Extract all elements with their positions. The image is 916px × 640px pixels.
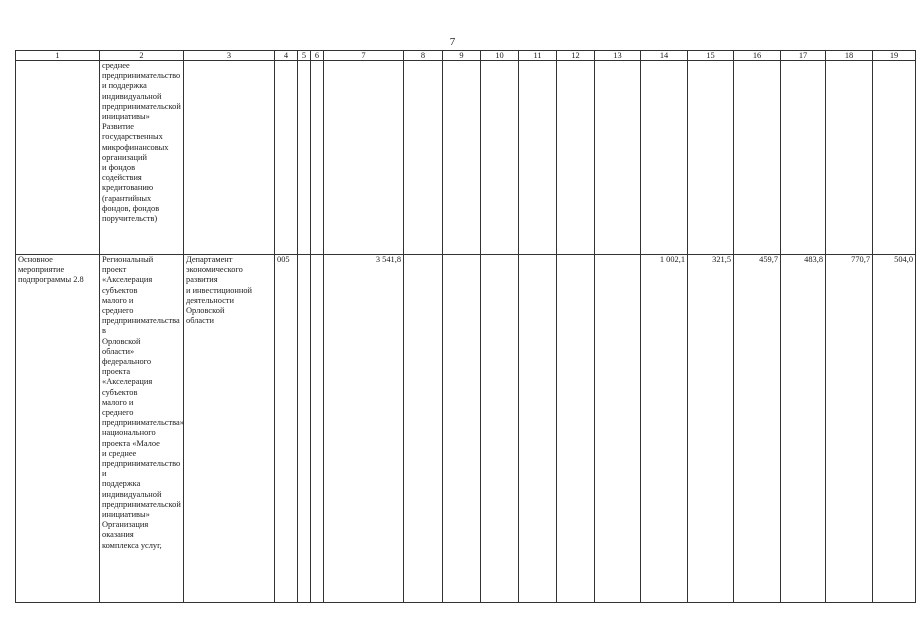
cell-description: Региональный проект «Акселерация субъектов малого и среднего предпринимательства в Орловской области» федерального проекта «Акселерация субъектов малого и среднего предпринимательства» национального проекта «Малое и среднее предпринимательство и поддержка индивидуальной предпринимательской инициативы» Организация оказания комплекса услуг, — [100, 255, 184, 603]
col-header: 12 — [557, 51, 595, 61]
cell — [873, 61, 916, 255]
cell — [443, 255, 481, 603]
col-header: 9 — [443, 51, 481, 61]
cell — [519, 61, 557, 255]
cell: 321,5 — [688, 255, 734, 603]
cell — [641, 61, 688, 255]
cell-total — [324, 61, 404, 255]
cell — [595, 61, 641, 255]
cell-activity — [16, 61, 100, 255]
col-header: 11 — [519, 51, 557, 61]
cell — [781, 61, 826, 255]
col-header: 16 — [734, 51, 781, 61]
cell — [311, 61, 324, 255]
cell — [311, 255, 324, 603]
cell — [298, 61, 311, 255]
page-number: 7 — [449, 36, 456, 48]
cell — [688, 61, 734, 255]
cell — [595, 255, 641, 603]
col-header: 13 — [595, 51, 641, 61]
cell — [519, 255, 557, 603]
col-header: 7 — [324, 51, 404, 61]
column-number-row — [16, 51, 916, 61]
table-row — [16, 255, 916, 603]
col-header: 3 — [184, 51, 275, 61]
cell — [557, 255, 595, 603]
cell: 770,7 — [826, 255, 873, 603]
cell — [557, 61, 595, 255]
col-header: 19 — [873, 51, 916, 61]
col-header: 2 — [100, 51, 184, 61]
col-header: 8 — [404, 51, 443, 61]
col-header: 15 — [688, 51, 734, 61]
cell: 504,0 — [873, 255, 916, 603]
budget-table — [15, 50, 916, 603]
col-header: 17 — [781, 51, 826, 61]
col-header: 14 — [641, 51, 688, 61]
cell — [404, 255, 443, 603]
col-header: 18 — [826, 51, 873, 61]
cell-activity: Основное мероприятие подпрограммы 2.8 — [16, 255, 100, 603]
cell: 459,7 — [734, 255, 781, 603]
cell — [826, 61, 873, 255]
cell — [443, 61, 481, 255]
col-header: 6 — [311, 51, 324, 61]
cell-code — [275, 61, 298, 255]
cell-total: 3 541,8 — [324, 255, 404, 603]
col-header: 5 — [298, 51, 311, 61]
col-header: 4 — [275, 51, 298, 61]
cell: 483,8 — [781, 255, 826, 603]
cell — [481, 61, 519, 255]
cell-code: 005 — [275, 255, 298, 603]
cell: 1 002,1 — [641, 255, 688, 603]
col-header: 10 — [481, 51, 519, 61]
table-row — [16, 61, 916, 255]
cell — [298, 255, 311, 603]
cell — [481, 255, 519, 603]
cell-executor — [184, 61, 275, 255]
col-header: 1 — [16, 51, 100, 61]
cell-executor: Департамент экономического развития и инвестиционной деятельности Орловской области — [184, 255, 275, 603]
cell-description: среднее предпринимательство и поддержка индивидуальной предпринимательской инициативы» Развитие государственных микрофинансовых организаций и фондов содействия кредитованию (гарантийных фондов, фондов поручительств) — [100, 61, 184, 255]
cell — [404, 61, 443, 255]
cell — [734, 61, 781, 255]
